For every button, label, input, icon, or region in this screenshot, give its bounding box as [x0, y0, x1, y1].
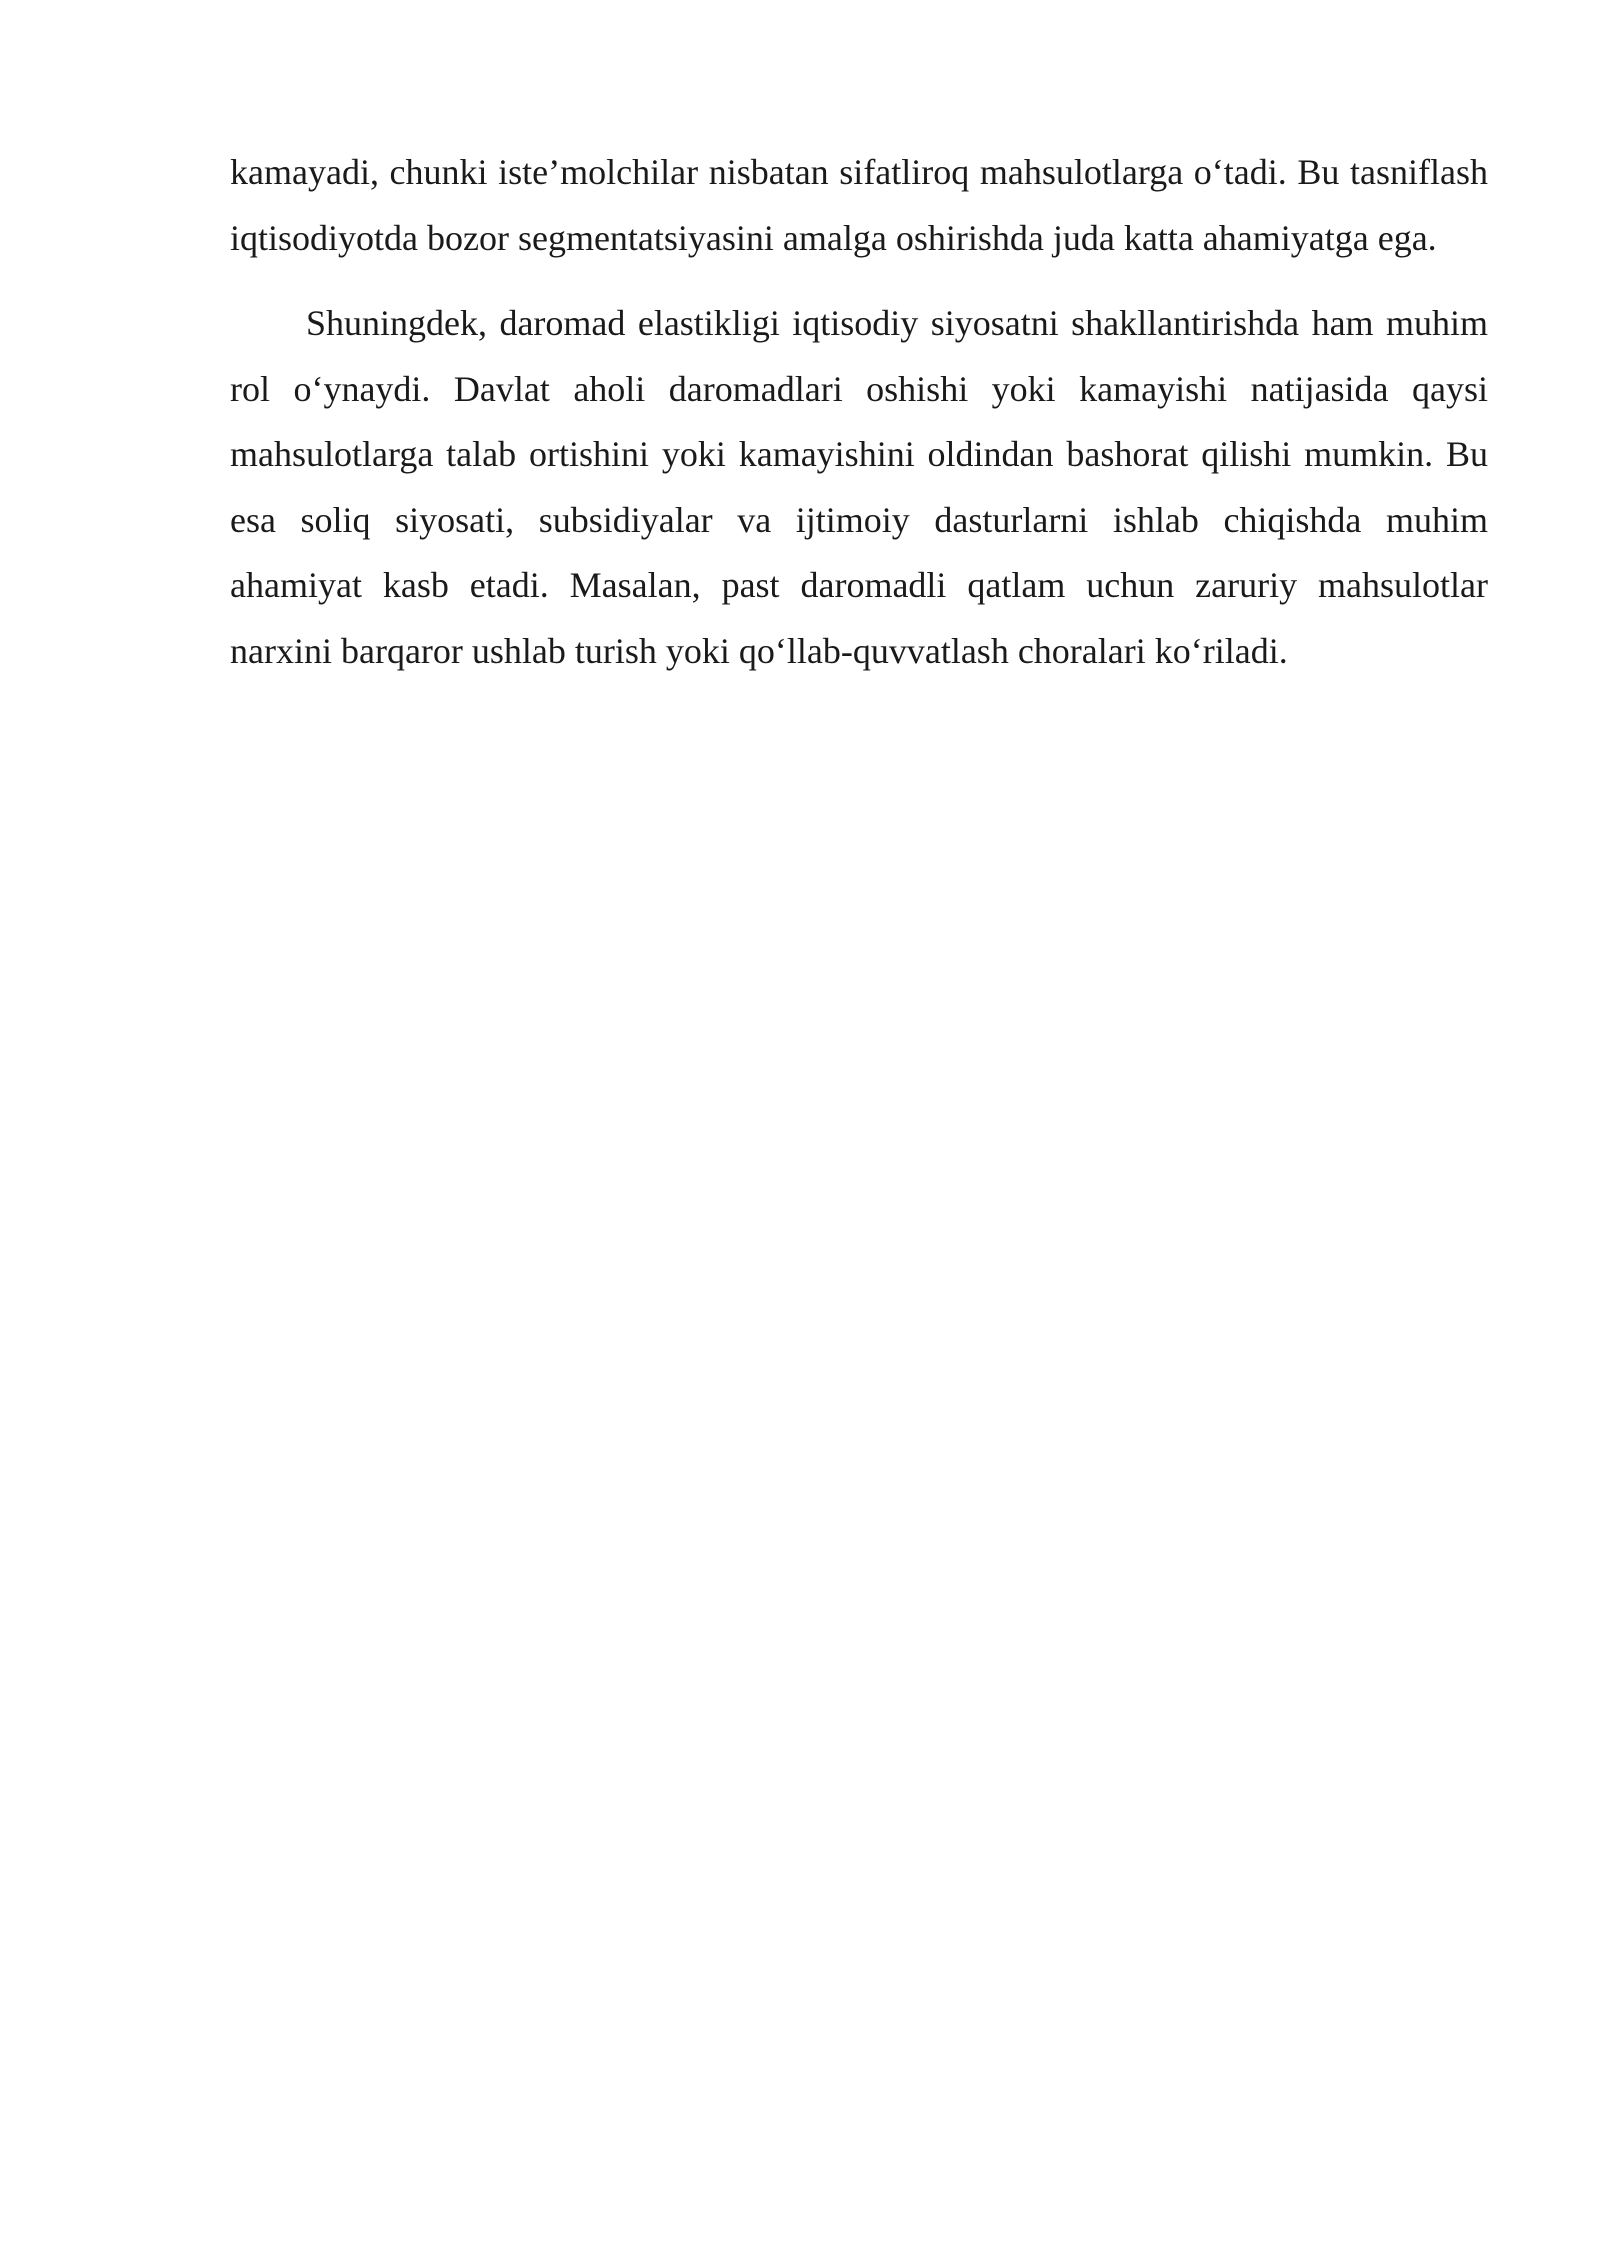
paragraph-income-elasticity-policy: Shuningdek, daromad elastikligi iqtisodiy siyosatni shakllantirishda ham muhim rol o‘ynaydi. Davlat aholi daromadlari oshishi yoki kamayishi natijasida qaysi mahsulotlarga talab ortishini yoki kamayishini oldindan bashorat qilishi mumkin. Bu esa soliq siyosati, subsidiyalar va ijtimoiy dasturlarni ishlab chiqishda muhim ahamiyat kasb etadi. Masalan, past daromadli qatlam uchun zaruriy mahsulotlar narxini barqaror ushlab turish yoki qo‘llab-quvvatlash choralari ko‘riladi.: [230, 303, 1488, 671]
body-text: [230, 140, 1488, 684]
paragraph-continuation: kamayadi, chunki iste’molchilar nisbatan sifatliroq mahsulotlarga o‘tadi. Bu tasniflash iqtisodiyotda bozor segmentatsiyasini amalga oshirishda juda katta ahamiyatga ega.: [230, 152, 1488, 258]
